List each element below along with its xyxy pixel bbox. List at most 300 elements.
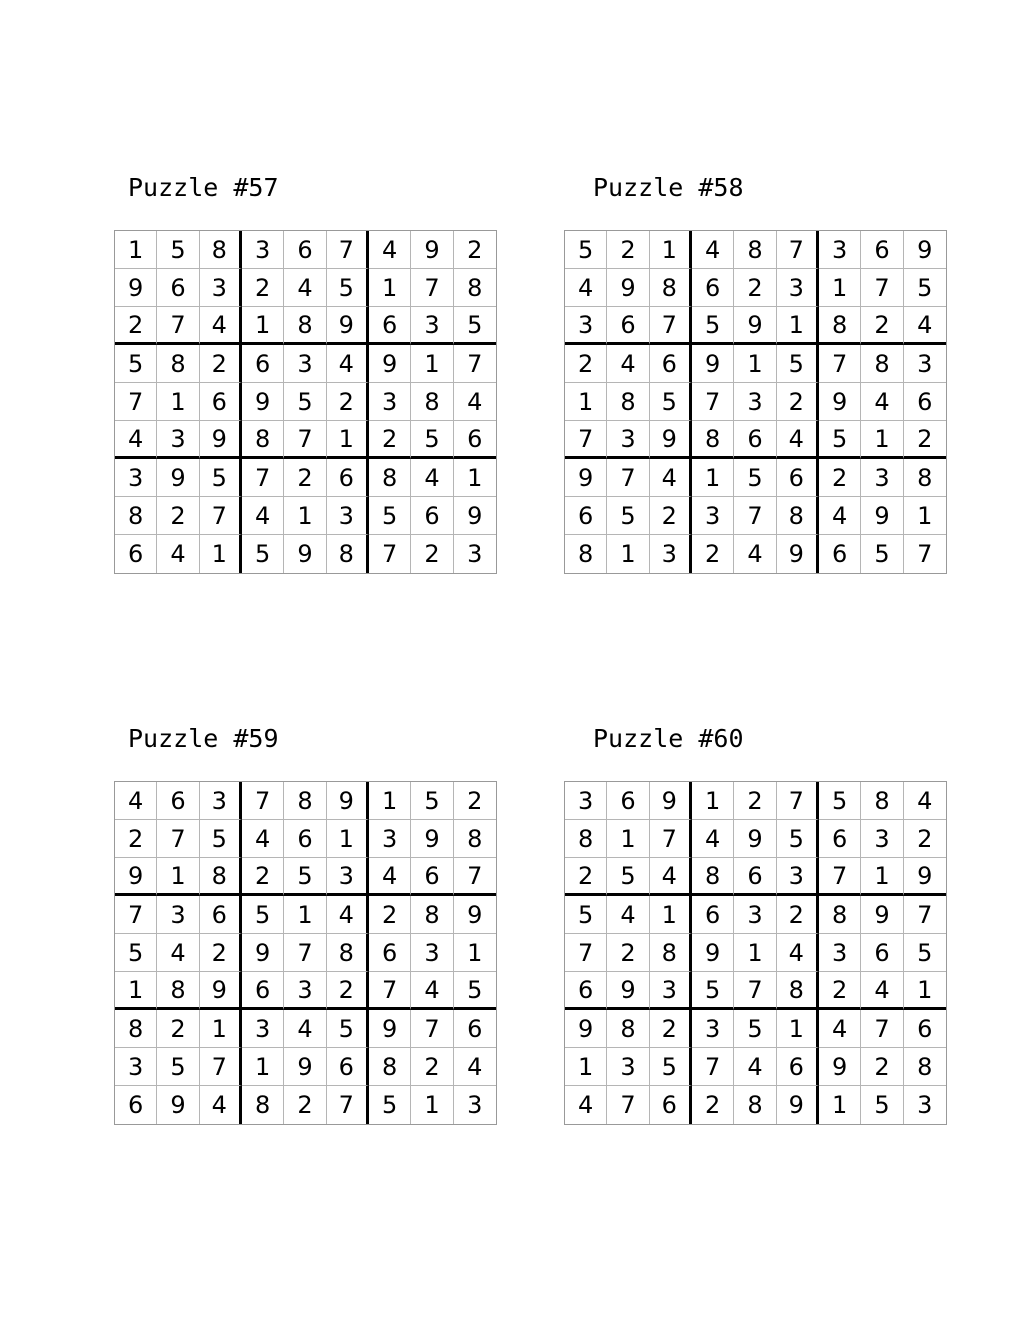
grid-cell: 7 xyxy=(734,497,776,535)
grid-cell: 7 xyxy=(650,820,692,858)
grid-cell: 9 xyxy=(607,972,649,1010)
puzzle-title: Puzzle #60 xyxy=(593,724,744,753)
grid-cell: 2 xyxy=(157,1010,199,1048)
grid-cell: 5 xyxy=(819,782,861,820)
grid-cell: 8 xyxy=(369,459,411,497)
grid-cell: 1 xyxy=(157,383,199,421)
grid-cell: 5 xyxy=(734,1010,776,1048)
grid-cell: 1 xyxy=(327,820,369,858)
grid-cell: 1 xyxy=(861,421,903,459)
grid-cell: 4 xyxy=(607,345,649,383)
grid-cell: 6 xyxy=(200,383,242,421)
grid-cell: 2 xyxy=(242,269,284,307)
grid-cell: 4 xyxy=(692,820,734,858)
grid-cell: 5 xyxy=(904,934,946,972)
grid-cell: 1 xyxy=(369,269,411,307)
grid-cell: 9 xyxy=(242,383,284,421)
grid-cell: 4 xyxy=(200,1086,242,1124)
grid-cell: 6 xyxy=(607,782,649,820)
grid-cell: 8 xyxy=(200,231,242,269)
grid-cell: 5 xyxy=(369,1086,411,1124)
grid-cell: 3 xyxy=(115,1048,157,1086)
grid-cell: 1 xyxy=(411,345,453,383)
grid-cell: 8 xyxy=(819,307,861,345)
grid-cell: 7 xyxy=(369,535,411,573)
grid-cell: 1 xyxy=(242,1048,284,1086)
grid-cell: 6 xyxy=(242,345,284,383)
grid-cell: 1 xyxy=(819,269,861,307)
grid-cell: 9 xyxy=(565,459,607,497)
grid-cell: 8 xyxy=(904,1048,946,1086)
grid-cell: 1 xyxy=(650,231,692,269)
grid-cell: 3 xyxy=(607,1048,649,1086)
grid-cell: 8 xyxy=(284,307,326,345)
grid-cell: 2 xyxy=(777,383,819,421)
grid-cell: 1 xyxy=(734,934,776,972)
sudoku-grid xyxy=(564,230,947,574)
grid-cell: 4 xyxy=(157,535,199,573)
puzzle-title: Puzzle #59 xyxy=(128,724,279,753)
grid-cell: 5 xyxy=(115,345,157,383)
grid-cell: 2 xyxy=(819,459,861,497)
grid-cell: 2 xyxy=(327,972,369,1010)
grid-cell: 5 xyxy=(819,421,861,459)
grid-cell: 7 xyxy=(861,1010,903,1048)
grid-cell: 7 xyxy=(692,1048,734,1086)
grid-cell: 6 xyxy=(242,972,284,1010)
grid-cell: 3 xyxy=(411,934,453,972)
grid-cell: 6 xyxy=(607,307,649,345)
grid-cell: 6 xyxy=(369,307,411,345)
grid-cell: 9 xyxy=(650,782,692,820)
grid-cell: 2 xyxy=(200,345,242,383)
grid-cell: 8 xyxy=(734,231,776,269)
grid-cell: 1 xyxy=(200,535,242,573)
grid-cell: 6 xyxy=(777,1048,819,1086)
grid-cell: 8 xyxy=(565,535,607,573)
grid-cell: 5 xyxy=(327,269,369,307)
grid-cell: 4 xyxy=(157,934,199,972)
grid-cell: 1 xyxy=(607,820,649,858)
grid-cell: 1 xyxy=(819,1086,861,1124)
grid-cell: 2 xyxy=(565,858,607,896)
grid-cell: 7 xyxy=(284,934,326,972)
grid-cell: 9 xyxy=(819,1048,861,1086)
grid-cell: 8 xyxy=(327,934,369,972)
grid-cell: 5 xyxy=(650,1048,692,1086)
grid-cell: 3 xyxy=(200,269,242,307)
grid-cell: 8 xyxy=(115,497,157,535)
grid-cell: 6 xyxy=(327,1048,369,1086)
grid-cell: 5 xyxy=(692,972,734,1010)
grid-cell: 5 xyxy=(369,497,411,535)
grid-cell: 4 xyxy=(115,421,157,459)
grid-cell: 9 xyxy=(454,497,496,535)
grid-cell: 2 xyxy=(454,231,496,269)
grid-cell: 3 xyxy=(917,1091,933,1119)
grid-cell: 7 xyxy=(819,858,861,896)
grid-cell: 4 xyxy=(777,421,819,459)
grid-cell: 5 xyxy=(242,535,284,573)
grid-cell: 9 xyxy=(904,858,946,896)
grid-cell: 9 xyxy=(369,1010,411,1048)
grid-cell: 2 xyxy=(607,231,649,269)
grid-cell: 8 xyxy=(327,535,369,573)
grid-cell: 7 xyxy=(565,421,607,459)
grid-cell: 3 xyxy=(467,1091,483,1119)
grid-cell: 5 xyxy=(284,383,326,421)
grid-cell: 9 xyxy=(734,820,776,858)
grid-cell: 2 xyxy=(861,307,903,345)
grid-cell: 1 xyxy=(904,497,946,535)
grid-cell: 5 xyxy=(157,1048,199,1086)
grid-cell: 7 xyxy=(411,1010,453,1048)
grid-cell: 2 xyxy=(861,1048,903,1086)
sudoku-grid xyxy=(564,781,947,1125)
grid-cell: 1 xyxy=(777,307,819,345)
grid-cell: 9 xyxy=(692,345,734,383)
grid-cell: 8 xyxy=(369,1048,411,1086)
grid-cell: 3 xyxy=(819,934,861,972)
grid-cell: 5 xyxy=(861,1086,903,1124)
grid-cell: 3 xyxy=(607,421,649,459)
grid-cell: 3 xyxy=(327,858,369,896)
grid-cell: 2 xyxy=(200,934,242,972)
grid-cell: 2 xyxy=(411,1048,453,1086)
grid-cell: 6 xyxy=(734,858,776,896)
grid-cell: 7 xyxy=(115,383,157,421)
grid-cell: 1 xyxy=(284,896,326,934)
grid-cell: 4 xyxy=(819,497,861,535)
grid-cell: 3 xyxy=(777,858,819,896)
grid-cell: 9 xyxy=(650,421,692,459)
grid-cell: 3 xyxy=(565,307,607,345)
grid-cell: 8 xyxy=(861,345,903,383)
grid-cell: 9 xyxy=(411,820,453,858)
puzzle-title: Puzzle #57 xyxy=(128,173,279,202)
grid-cell: 6 xyxy=(411,497,453,535)
grid-cell: 9 xyxy=(115,858,157,896)
grid-cell: 8 xyxy=(650,269,692,307)
grid-cell: 1 xyxy=(411,1086,453,1124)
grid-cell: 7 xyxy=(777,231,819,269)
grid-cell: 2 xyxy=(819,972,861,1010)
grid-cell: 6 xyxy=(692,896,734,934)
grid-cell: 3 xyxy=(861,820,903,858)
grid-cell: 4 xyxy=(861,972,903,1010)
grid-cell: 5 xyxy=(284,858,326,896)
grid-cell: 3 xyxy=(734,383,776,421)
grid-cell: 8 xyxy=(692,421,734,459)
grid-cell: 7 xyxy=(157,307,199,345)
grid-cell: 4 xyxy=(327,896,369,934)
grid-cell: 4 xyxy=(607,896,649,934)
grid-cell: 1 xyxy=(284,497,326,535)
grid-cell: 3 xyxy=(467,540,483,568)
grid-cell: 8 xyxy=(242,1086,284,1124)
grid-cell: 5 xyxy=(861,535,903,573)
grid-cell: 7 xyxy=(819,345,861,383)
grid-cell: 8 xyxy=(242,421,284,459)
grid-cell: 3 xyxy=(861,459,903,497)
grid-cell: 8 xyxy=(650,934,692,972)
grid-cell: 6 xyxy=(157,782,199,820)
grid-cell: 7 xyxy=(734,972,776,1010)
grid-cell: 3 xyxy=(819,231,861,269)
grid-cell: 4 xyxy=(650,459,692,497)
grid-cell: 4 xyxy=(565,1086,607,1124)
grid-cell: 3 xyxy=(692,1010,734,1048)
grid-cell: 9 xyxy=(734,307,776,345)
grid-cell: 3 xyxy=(242,1010,284,1048)
grid-cell: 9 xyxy=(200,421,242,459)
grid-cell: 5 xyxy=(327,1010,369,1048)
grid-cell: 9 xyxy=(777,535,819,573)
grid-cell: 5 xyxy=(411,421,453,459)
grid-cell: 4 xyxy=(369,231,411,269)
grid-cell: 6 xyxy=(411,858,453,896)
grid-cell: 5 xyxy=(200,820,242,858)
grid-cell: 6 xyxy=(650,345,692,383)
grid-cell: 9 xyxy=(565,1010,607,1048)
grid-cell: 4 xyxy=(734,1048,776,1086)
grid-cell: 5 xyxy=(607,497,649,535)
grid-cell: 1 xyxy=(200,1010,242,1048)
grid-cell: 9 xyxy=(692,934,734,972)
grid-cell: 2 xyxy=(734,782,776,820)
grid-cell: 3 xyxy=(411,307,453,345)
grid-cell: 1 xyxy=(777,1010,819,1048)
grid-cell: 7 xyxy=(327,1086,369,1124)
grid-cell: 1 xyxy=(904,972,946,1010)
grid-cell: 7 xyxy=(115,896,157,934)
grid-cell: 8 xyxy=(115,1010,157,1048)
grid-cell: 7 xyxy=(917,540,933,568)
grid-cell: 2 xyxy=(734,269,776,307)
grid-cell: 6 xyxy=(115,1086,157,1124)
grid-cell: 4 xyxy=(242,820,284,858)
grid-cell: 3 xyxy=(284,345,326,383)
grid-cell: 2 xyxy=(369,896,411,934)
grid-cell: 3 xyxy=(115,459,157,497)
grid-cell: 3 xyxy=(734,896,776,934)
grid-cell: 1 xyxy=(861,858,903,896)
grid-cell: 4 xyxy=(734,535,776,573)
grid-cell: 3 xyxy=(565,782,607,820)
grid-cell: 8 xyxy=(861,782,903,820)
grid-cell: 7 xyxy=(607,1086,649,1124)
grid-cell: 6 xyxy=(734,421,776,459)
grid-cell: 1 xyxy=(157,858,199,896)
grid-cell: 5 xyxy=(242,896,284,934)
grid-cell: 1 xyxy=(565,383,607,421)
grid-cell: 9 xyxy=(284,535,326,573)
grid-cell: 7 xyxy=(157,820,199,858)
grid-cell: 2 xyxy=(454,782,496,820)
grid-cell: 9 xyxy=(284,1048,326,1086)
grid-cell: 8 xyxy=(819,896,861,934)
grid-cell: 6 xyxy=(861,934,903,972)
grid-cell: 8 xyxy=(777,972,819,1010)
grid-cell: 8 xyxy=(157,345,199,383)
grid-cell: 8 xyxy=(777,497,819,535)
grid-cell: 6 xyxy=(454,1010,496,1048)
grid-cell: 8 xyxy=(411,383,453,421)
grid-cell: 1 xyxy=(734,345,776,383)
grid-cell: 2 xyxy=(777,896,819,934)
grid-cell: 4 xyxy=(284,269,326,307)
grid-cell: 2 xyxy=(411,535,453,573)
grid-cell: 6 xyxy=(454,421,496,459)
grid-cell: 6 xyxy=(115,535,157,573)
grid-cell: 2 xyxy=(692,1086,734,1124)
grid-cell: 1 xyxy=(565,1048,607,1086)
grid-cell: 1 xyxy=(650,896,692,934)
grid-cell: 4 xyxy=(565,269,607,307)
grid-cell: 5 xyxy=(777,820,819,858)
grid-cell: 9 xyxy=(861,497,903,535)
grid-cell: 5 xyxy=(692,307,734,345)
grid-cell: 5 xyxy=(777,345,819,383)
grid-cell: 7 xyxy=(200,1048,242,1086)
grid-cell: 1 xyxy=(454,459,496,497)
grid-cell: 7 xyxy=(327,231,369,269)
grid-cell: 6 xyxy=(157,269,199,307)
grid-cell: 3 xyxy=(369,383,411,421)
grid-cell: 2 xyxy=(650,1010,692,1048)
grid-cell: 4 xyxy=(411,972,453,1010)
grid-cell: 4 xyxy=(454,1048,496,1086)
puzzle-title: Puzzle #58 xyxy=(593,173,744,202)
grid-cell: 1 xyxy=(454,934,496,972)
grid-cell: 4 xyxy=(411,459,453,497)
grid-cell: 4 xyxy=(819,1010,861,1048)
grid-cell: 6 xyxy=(565,972,607,1010)
grid-cell: 1 xyxy=(115,972,157,1010)
grid-cell: 3 xyxy=(692,497,734,535)
grid-cell: 5 xyxy=(607,858,649,896)
grid-cell: 9 xyxy=(411,231,453,269)
grid-cell: 8 xyxy=(157,972,199,1010)
grid-cell: 9 xyxy=(369,345,411,383)
grid-cell: 3 xyxy=(777,269,819,307)
grid-cell: 1 xyxy=(242,307,284,345)
grid-cell: 6 xyxy=(777,459,819,497)
grid-cell: 6 xyxy=(369,934,411,972)
grid-cell: 7 xyxy=(454,858,496,896)
grid-cell: 2 xyxy=(650,497,692,535)
grid-cell: 4 xyxy=(692,231,734,269)
grid-cell: 7 xyxy=(861,269,903,307)
grid-cell: 4 xyxy=(904,307,946,345)
grid-cell: 2 xyxy=(369,421,411,459)
grid-cell: 6 xyxy=(904,1010,946,1048)
grid-cell: 6 xyxy=(327,459,369,497)
grid-cell: 3 xyxy=(157,421,199,459)
grid-cell: 8 xyxy=(454,820,496,858)
grid-cell: 4 xyxy=(327,345,369,383)
grid-cell: 3 xyxy=(200,782,242,820)
grid-cell: 8 xyxy=(692,858,734,896)
grid-cell: 8 xyxy=(200,858,242,896)
grid-cell: 8 xyxy=(454,269,496,307)
grid-cell: 9 xyxy=(200,972,242,1010)
grid-cell: 7 xyxy=(777,782,819,820)
grid-cell: 3 xyxy=(284,972,326,1010)
grid-cell: 6 xyxy=(861,231,903,269)
grid-cell: 3 xyxy=(650,535,692,573)
grid-cell: 7 xyxy=(565,934,607,972)
grid-cell: 1 xyxy=(692,459,734,497)
grid-cell: 9 xyxy=(327,782,369,820)
grid-cell: 9 xyxy=(157,1086,199,1124)
sudoku-grid xyxy=(114,781,497,1125)
grid-cell: 7 xyxy=(607,459,649,497)
grid-cell: 6 xyxy=(284,231,326,269)
grid-cell: 8 xyxy=(284,782,326,820)
grid-cell: 8 xyxy=(904,459,946,497)
grid-cell: 2 xyxy=(565,345,607,383)
grid-cell: 8 xyxy=(565,820,607,858)
grid-cell: 7 xyxy=(454,345,496,383)
grid-cell: 4 xyxy=(242,497,284,535)
grid-cell: 6 xyxy=(650,1086,692,1124)
grid-cell: 6 xyxy=(819,535,861,573)
grid-cell: 5 xyxy=(565,231,607,269)
grid-cell: 6 xyxy=(904,383,946,421)
grid-cell: 9 xyxy=(777,1086,819,1124)
grid-cell: 2 xyxy=(115,820,157,858)
grid-cell: 3 xyxy=(242,231,284,269)
grid-cell: 2 xyxy=(284,459,326,497)
grid-cell: 5 xyxy=(454,972,496,1010)
grid-cell: 6 xyxy=(692,269,734,307)
grid-cell: 9 xyxy=(819,383,861,421)
grid-cell: 5 xyxy=(650,383,692,421)
grid-cell: 5 xyxy=(734,459,776,497)
grid-cell: 9 xyxy=(115,269,157,307)
grid-cell: 7 xyxy=(200,497,242,535)
grid-cell: 2 xyxy=(904,820,946,858)
grid-cell: 5 xyxy=(115,934,157,972)
grid-cell: 6 xyxy=(819,820,861,858)
grid-cell: 9 xyxy=(454,896,496,934)
grid-cell: 7 xyxy=(411,269,453,307)
grid-cell: 2 xyxy=(157,497,199,535)
grid-cell: 7 xyxy=(904,896,946,934)
grid-cell: 4 xyxy=(369,858,411,896)
grid-cell: 7 xyxy=(650,307,692,345)
grid-cell: 4 xyxy=(115,782,157,820)
sudoku-grid xyxy=(114,230,497,574)
grid-cell: 6 xyxy=(565,497,607,535)
grid-cell: 3 xyxy=(650,972,692,1010)
grid-cell: 7 xyxy=(692,383,734,421)
grid-cell: 4 xyxy=(650,858,692,896)
grid-cell: 1 xyxy=(607,535,649,573)
grid-cell: 2 xyxy=(327,383,369,421)
grid-cell: 4 xyxy=(200,307,242,345)
grid-cell: 1 xyxy=(115,231,157,269)
grid-cell: 3 xyxy=(904,345,946,383)
grid-cell: 4 xyxy=(454,383,496,421)
grid-cell: 8 xyxy=(411,896,453,934)
grid-cell: 8 xyxy=(734,1086,776,1124)
grid-cell: 7 xyxy=(242,782,284,820)
grid-cell: 9 xyxy=(904,231,946,269)
grid-cell: 7 xyxy=(284,421,326,459)
grid-cell: 5 xyxy=(411,782,453,820)
